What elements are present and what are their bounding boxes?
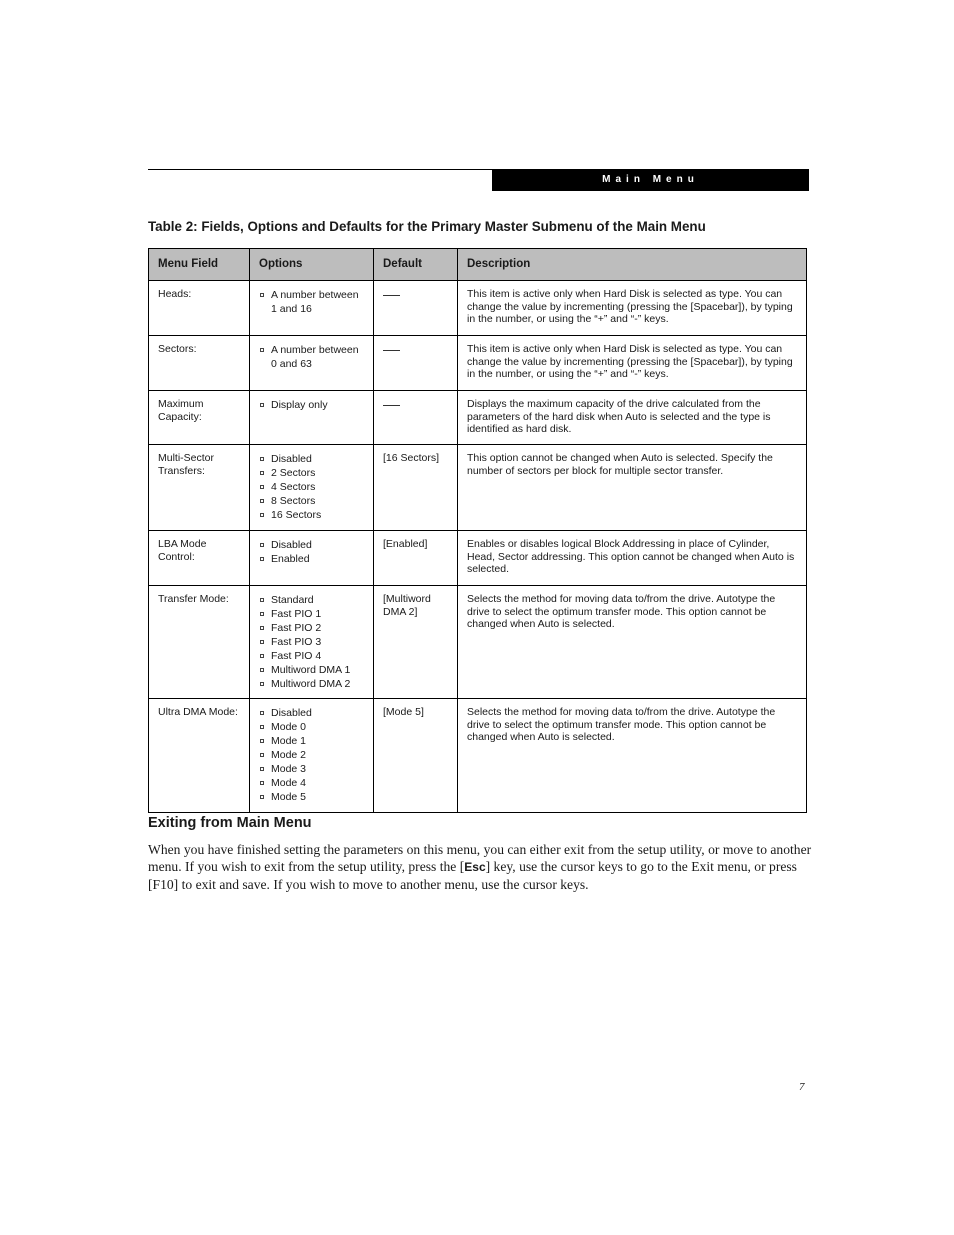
options-list <box>259 288 365 316</box>
menu-field-cell: Sectors: <box>149 336 250 391</box>
option-item: Disabled <box>259 706 365 720</box>
description-cell: This item is active only when Hard Disk is selected as type. You can change the value by incrementing (pressing the [Spacebar]), by typing in the number, or using the “+” and “-” keys. <box>458 281 807 336</box>
table-row <box>149 281 807 336</box>
body-text-part: ] key, use the cursor keys to go to the Exit menu, or press [F10] to exit and save. If you wish to move to another menu, use the cursor keys. <box>148 859 797 892</box>
option-item: Mode 3 <box>259 762 365 776</box>
default-cell <box>374 336 458 391</box>
option-item: 4 Sectors <box>259 480 365 494</box>
options-cell <box>250 391 374 445</box>
description-cell: Selects the method for moving data to/from the drive. Autotype the drive to select the optimum transfer mode. This option cannot be changed when Auto is selected. <box>458 586 807 699</box>
menu-field-cell: Transfer Mode: <box>149 586 250 699</box>
options-list <box>259 538 365 566</box>
option-item: 2 Sectors <box>259 466 365 480</box>
column-header: Menu Field <box>149 249 250 281</box>
option-item: Mode 5 <box>259 790 365 804</box>
description-cell: This option cannot be changed when Auto is selected. Specify the number of sectors per block for multiple sector transfer. <box>458 445 807 531</box>
option-item: Mode 1 <box>259 734 365 748</box>
option-item: 16 Sectors <box>259 508 365 522</box>
description-cell: Enables or disables logical Block Addressing in place of Cylinder, Head, Sector addressing. This option cannot be changed when Auto is selected. <box>458 531 807 586</box>
menu-field-cell: Heads: <box>149 281 250 336</box>
options-cell <box>250 699 374 813</box>
option-item: Multiword DMA 2 <box>259 677 365 691</box>
option-item: 8 Sectors <box>259 494 365 508</box>
options-list <box>259 398 365 412</box>
options-cell <box>250 336 374 391</box>
options-table <box>148 248 807 813</box>
option-item: Display only <box>259 398 365 412</box>
option-item: Fast PIO 4 <box>259 649 365 663</box>
table-row <box>149 531 807 586</box>
body-paragraph <box>148 841 812 893</box>
table-row <box>149 336 807 391</box>
column-header: Description <box>458 249 807 281</box>
menu-field-cell: LBA Mode Control: <box>149 531 250 586</box>
option-item: Fast PIO 2 <box>259 621 365 635</box>
table-row <box>149 391 807 445</box>
option-item: Multiword DMA 1 <box>259 663 365 677</box>
column-header: Default <box>374 249 458 281</box>
option-item: Disabled <box>259 538 365 552</box>
no-default-dash <box>383 405 400 406</box>
body-text-part: When you have finished setting the parameters on this menu, you can either exit from the setup utility, or move to another menu. If you wish to exit from the setup utility, press the [ <box>148 842 812 874</box>
options-cell <box>250 531 374 586</box>
option-item: Mode 0 <box>259 720 365 734</box>
default-cell: [Mode 5] <box>374 699 458 813</box>
options-list <box>259 343 365 371</box>
option-item: Fast PIO 3 <box>259 635 365 649</box>
description-cell: This item is active only when Hard Disk is selected as type. You can change the value by incrementing (pressing the [Spacebar]), by typing in the number, or using the “+” and “-” keys. <box>458 336 807 391</box>
default-cell: [16 Sectors] <box>374 445 458 531</box>
option-item: A number between 1 and 16 <box>259 288 365 316</box>
option-item: Fast PIO 1 <box>259 607 365 621</box>
default-cell <box>374 391 458 445</box>
default-cell <box>374 281 458 336</box>
options-cell <box>250 586 374 699</box>
options-cell <box>250 281 374 336</box>
column-header: Options <box>250 249 374 281</box>
section-heading: Exiting from Main Menu <box>148 815 312 831</box>
menu-field-cell: Ultra DMA Mode: <box>149 699 250 813</box>
table-header-row <box>149 249 807 281</box>
table-row <box>149 445 807 531</box>
option-item: Disabled <box>259 452 365 466</box>
option-item: Standard <box>259 593 365 607</box>
no-default-dash <box>383 350 400 351</box>
description-cell: Displays the maximum capacity of the drive calculated from the parameters of the hard disk when Auto is selected and the type is identified as hard disk. <box>458 391 807 445</box>
menu-field-cell: Multi-Sector Transfers: <box>149 445 250 531</box>
options-list <box>259 452 365 522</box>
option-item: Mode 4 <box>259 776 365 790</box>
no-default-dash <box>383 295 400 296</box>
description-cell: Selects the method for moving data to/from the drive. Autotype the drive to select the optimum transfer mode. This option cannot be changed when Auto is selected. <box>458 699 807 813</box>
options-cell <box>250 445 374 531</box>
section-tab: Main Menu <box>492 169 809 191</box>
option-item: A number between 0 and 63 <box>259 343 365 371</box>
table-caption: Table 2: Fields, Options and Defaults for the Primary Master Submenu of the Main Menu <box>148 219 706 234</box>
default-cell: [Enabled] <box>374 531 458 586</box>
esc-key-label: Esc <box>464 860 486 874</box>
option-item: Enabled <box>259 552 365 566</box>
option-item: Mode 2 <box>259 748 365 762</box>
page-number: 7 <box>799 1081 805 1093</box>
options-list <box>259 706 365 804</box>
table-row <box>149 586 807 699</box>
default-cell: [Multiword DMA 2] <box>374 586 458 699</box>
menu-field-cell: Maximum Capacity: <box>149 391 250 445</box>
table-row <box>149 699 807 813</box>
options-list <box>259 593 365 691</box>
